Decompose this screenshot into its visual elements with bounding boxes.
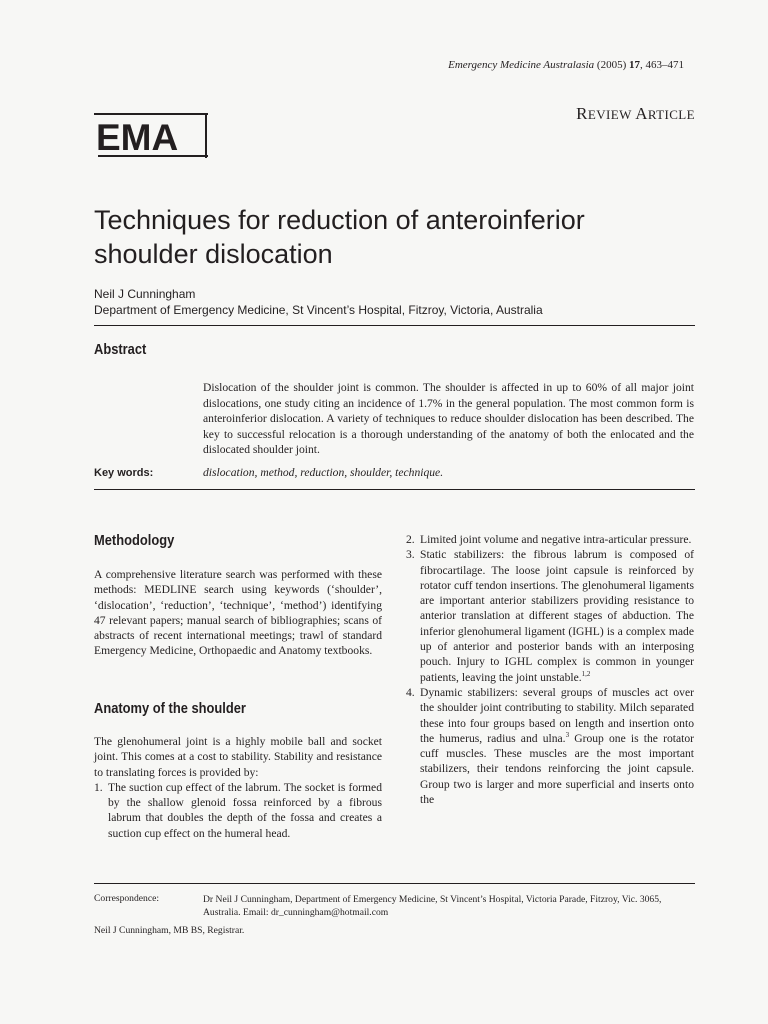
author-name: Neil J Cunningham [94,287,196,301]
footer-divider [94,883,695,884]
list-item: 4. Dynamic stabilizers: several groups of muscles act over the shoulder joint contributing to stability. Milch separated these into four groups based on length and insertion onto the humerus, radius and ulna.$^3$ Group one is the rotator cuff muscles. These muscles are the most important stabilizers, their tendons reinforcing the joint capsule. Group two is larger and more superficial and inserts onto the [406,685,695,807]
methodology-text: A comprehensive literature search was performed with these methods: MEDLINE search using keywords (‘shoulder’, ‘dislocation’, ‘reduction’, ‘technique’, ‘method’) identifying 47 relevant papers; manual search of bibliographies; scans of abstracts of recent international meetings; trawl of standard Emergency Medicine, Orthopaedic and Anatomy textbooks. [94,568,382,658]
list-item: 1. The suction cup effect of the labrum. The socket is formed by the shallow glenoid fossa reinforced by a fibrous labrum that doubles the depth of the fossa and creates a suction cup effect on the humeral head. [94,780,382,840]
keywords-label: Key words: [94,467,154,479]
ema-logo-text: EMA [96,117,179,158]
right-column [406,532,694,807]
list-item: 2. Limited joint volume and negative intra-articular pressure. [406,533,692,546]
article-type: REVIEW ARTICLE [576,104,695,123]
correspondence-label: Correspondence: [94,893,160,904]
correspondence-text: Dr Neil J Cunningham, Department of Emergency Medicine, St Vincent’s Hospital, Victoria Parade, Fitzroy, Vic. 3065, Australia. Email: dr_cunningham@hotmail.com [203,894,662,918]
keywords-values: dislocation, method, reduction, shoulder, technique. [203,466,444,479]
abstract-text: Dislocation of the shoulder joint is common. The shoulder is affected in up to 60% of all major joint dislocations, one study citing an incidence of 1.7% in the general population. The most common form is anteroinferior dislocation. A variety of techniques to reduce shoulder dislocation has been described. The key to successful relocation is a thorough understanding of the anatomy of both the enlocated and the dislocated shoulder joint. [203,381,694,457]
citation-ref: 3 [565,731,570,739]
title-divider [94,325,695,326]
author-note: Neil J Cunningham, MB BS, Registrar. [94,925,245,936]
list-item: 3. Static stabilizers: the fibrous labrum is composed of fibrocartilage. The loose joint capsule is reinforced by rotator cuff tendon insertions. The glenohumeral ligaments are important anterior stabilizers providing resistance to anterior translation at different stages of abduction. The inferior glenohumeral ligament (IGHL) is a complex made up of anterior and posterior bands with an interposing pouch. Injury to IGHL complex is common in younger patients, leaving the joint unstable.$^{1,2}$ [406,548,694,684]
anatomy-text: The glenohumeral joint is a highly mobile ball and socket joint. This comes at a cost to stability. Stability and resistance to translating forces is provided by: 1. The suction cup effect of the labrum. The socket is formed by the shallow glenoid fossa reinforced by a fibrous labrum that doubles the depth of the fossa and creates a suction cup effect on the humeral head. [94,735,382,840]
author-affiliation: Department of Emergency Medicine, St Vincent’s Hospital, Fitzroy, Victoria, Australia [94,303,543,317]
citation-ref: 1,2 [581,669,591,678]
methodology-heading: Methodology [94,532,175,549]
abstract-divider [94,489,695,490]
journal-volume: 17 [629,59,640,71]
journal-citation [300,59,684,71]
journal-name: Emergency Medicine Australasia [448,59,595,71]
anatomy-heading: Anatomy of the shoulder [94,700,246,717]
ema-logo [94,112,208,158]
journal-pages: , 463–471 [640,59,684,71]
article-title: Techniques for reduction of anteroinferior shoulder dislocation [94,205,585,269]
journal-year: (2005) [596,59,627,71]
abstract-heading: Abstract [94,341,147,358]
